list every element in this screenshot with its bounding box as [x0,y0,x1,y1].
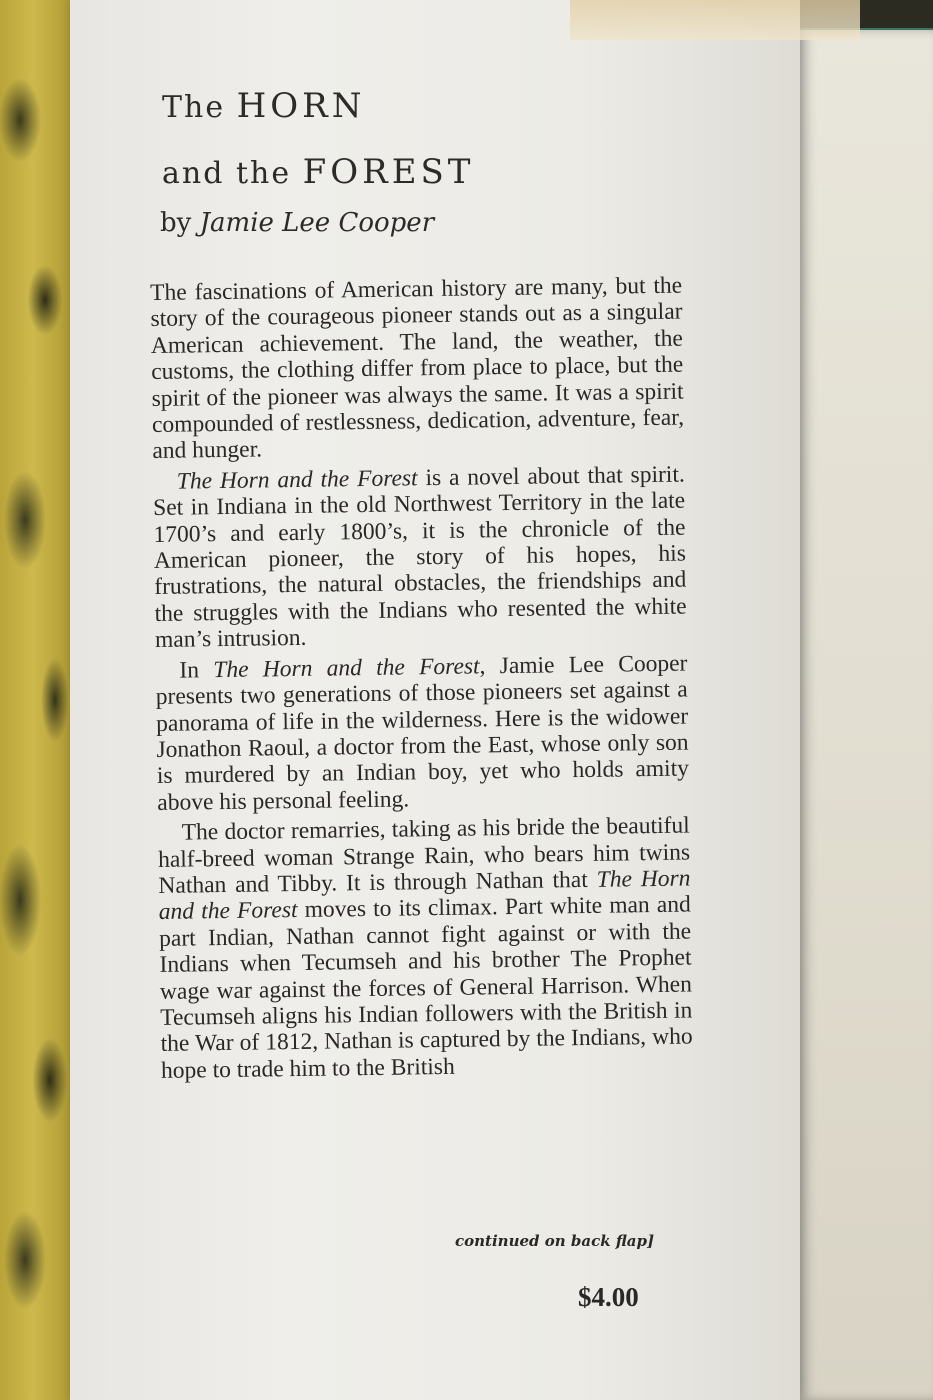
paragraph-1: The fascinations of American history are many, but the story of the courageous pioneer stands out as a singular American achievement. The land, the weather, the customs, the clothing differ from place to place, but the spirit of the pioneer was always the same. It was a spirit compounded of restlessness, dedication, adventure, fear, and hunger. [150,272,685,465]
paragraph-4-start: The doctor remarries, taking as his bride the beautiful half-breed woman Strange Rain, who bears him twins Nathan and Tibby. It is through Nathan that [157,812,691,899]
continued-note: continued on back flap] [455,1232,655,1250]
byline [160,208,434,238]
title-word-horn: HORN [236,86,366,126]
title-prefix-2: and the [162,156,292,191]
title-line-1 [162,86,366,126]
title-word-forest: FOREST [302,152,475,192]
author-name: Jamie Lee Cooper [199,208,435,238]
paragraph-4-text: moves to its climax. Part white man and part Indian, Nathan cannot fight against or with the Indians when Tecumseh and his brother The Prophet wage war against the forces of General Harrison. When Tecumseh aligns his Indian followers with the British in the War of 1812, Nathan is captured by the Indians, who hope to trade him to the British [159,891,693,1084]
book-board-right [790,30,933,1400]
title-line-2 [162,152,474,192]
paragraph-3-text: , Jamie Lee Cooper presents two generations of those pioneers set against a panorama of life in the wilderness. Here is the widower Jonathon Raoul, a doctor from the East, whose only son is murdered by an Indian boy, yet who holds amity above his personal feeling. [155,650,690,816]
paragraph-2 [153,461,688,653]
title-prefix-1: The [162,90,226,125]
book-title-ref: The Horn and the Forest [176,465,418,495]
book-title-ref: The Horn and the Forest [213,653,480,683]
flap-worn-edge [570,0,860,40]
paragraph-3 [155,650,689,816]
paragraph-3-start: In [179,656,214,684]
paragraph-2-text: is a novel about that spirit. Set in Indiana in the old Northwest Territory in the late 1700’s and early 1800’s, it is the chronicle of the American pioneer, the story of his hopes, his frustrations, the natural obstacles, the friendships and the struggles with the Indians who resented the white man’s intrusion. [153,461,687,654]
flap-body-text [150,273,693,1089]
byline-prefix: by [160,208,192,238]
book-cover-left-edge [0,0,80,1400]
book-title-ref: The Horn and the Forest [158,865,691,926]
paragraph-4 [158,813,694,1084]
price-label: $4.00 [578,1282,639,1312]
